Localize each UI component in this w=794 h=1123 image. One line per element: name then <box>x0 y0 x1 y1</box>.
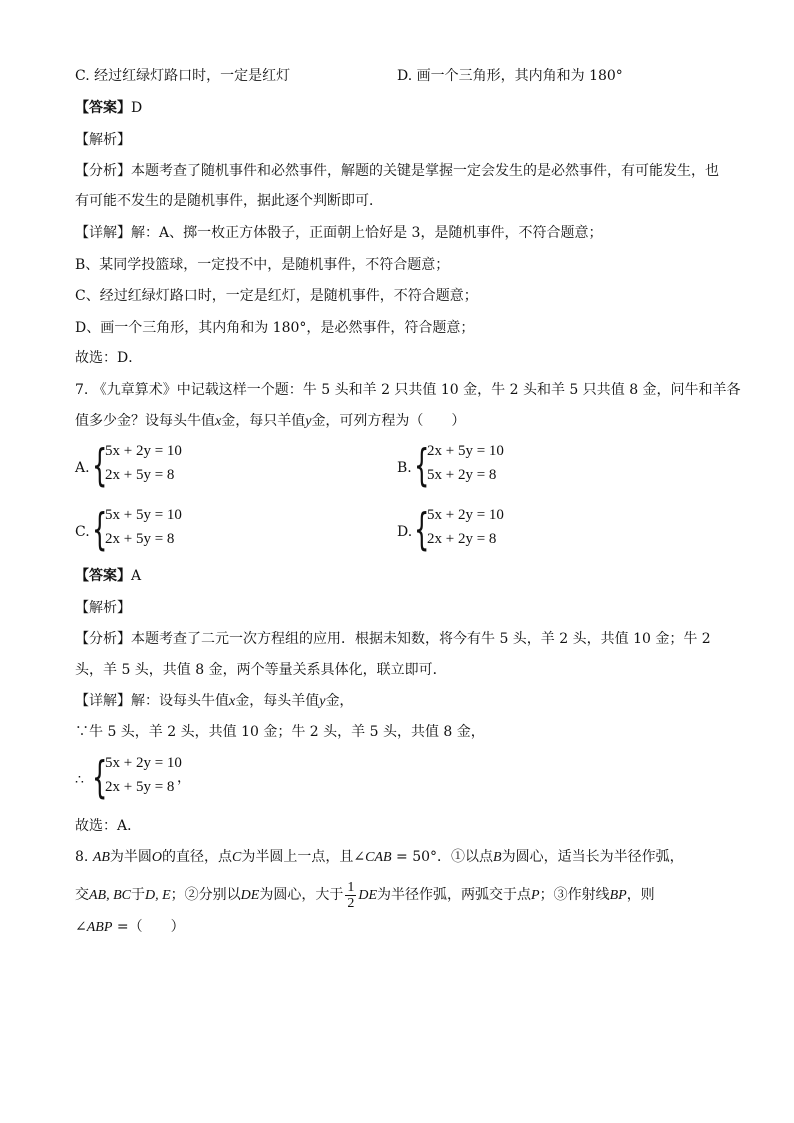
math-label: D, E <box>145 888 171 903</box>
brace-icon: { <box>414 504 430 555</box>
q8-text: ；②分别以 <box>170 887 241 903</box>
q6-detail-line1 <box>75 223 602 243</box>
brace-icon: { <box>92 504 108 555</box>
equation: 2x + 5y = 10 <box>427 443 504 459</box>
option-label: D. <box>397 524 413 540</box>
equation: 2x + 5y = 8 <box>105 779 175 795</box>
q7-option-c <box>75 504 235 557</box>
equation: 2x + 2y = 8 <box>427 531 497 547</box>
fenxi-text: 本题考查了二元一次方程组的应用．根据未知数，将今有牛 5 头，羊 2 头，共值 10 金；牛 2 <box>131 631 711 647</box>
option-label: C. <box>75 524 90 540</box>
math-label: CAB <box>365 850 392 865</box>
detail-tag: 【详解】 <box>75 225 131 241</box>
q6-detail-line3: C、经过红绿灯路口时，一定是红灯，是随机事件，不符合题意； <box>75 288 478 304</box>
stem-text: 值多少金？设每头牛值 <box>75 413 215 429</box>
q7-system <box>75 752 235 805</box>
q6-detail-line2: B、某同学投篮球，一定投不中，是随机事件，不符合题意； <box>75 257 450 273</box>
q7-option-a <box>75 440 235 493</box>
equation: 5x + 5y = 10 <box>105 507 182 523</box>
q7-fenxi-line2: 头，羊 5 头，共值 8 金，两个等量关系具体化，联立即可． <box>75 662 447 678</box>
detail-text: 解：设每头牛值 <box>131 693 229 709</box>
math-label: P <box>531 888 540 903</box>
math-label: AB <box>92 850 110 865</box>
detail-text: 金，每头羊值 <box>235 693 320 709</box>
math-label: O <box>151 850 163 865</box>
q7-choose: 故选：A． <box>75 818 142 834</box>
q8-text: ∠ <box>75 919 87 935</box>
therefore-symbol: ∴ <box>75 772 84 788</box>
detail-tag: 【详解】 <box>75 693 131 709</box>
stem-text: 金，每只羊值 <box>221 413 306 429</box>
math-label: AB, BC <box>89 888 131 903</box>
brace-icon: { <box>92 752 108 803</box>
math-label: ABP <box>86 920 113 935</box>
q8-line1 <box>75 847 684 868</box>
var-x: x <box>215 414 222 429</box>
q8-text: 为半径作弧，两弧交于点 <box>377 887 532 903</box>
q8-text: =（ ） <box>112 919 185 935</box>
var-x: x <box>229 694 236 709</box>
q7-because-line: ∵牛 5 头，羊 2 头，共值 10 金；牛 2 头，羊 5 头，共值 8 金， <box>75 724 485 740</box>
math-label: C <box>232 850 242 865</box>
q7-analysis-tag: 【解析】 <box>75 600 131 616</box>
q8-text: 为圆心，适当长为半径作弧， <box>501 849 684 865</box>
q7-option-b <box>397 440 557 493</box>
equation: 5x + 2y = 10 <box>105 443 182 459</box>
q6-option-c: C. 经过红绿灯路口时，一定是红灯 <box>75 68 291 84</box>
math-label: B <box>493 850 502 865</box>
q6-fenxi-line1 <box>75 161 719 181</box>
q6-answer-line <box>75 98 142 118</box>
var-y: y <box>305 414 312 429</box>
detail-text: 金， <box>325 693 354 709</box>
q7-stem-line1: 7. 《九章算术》中记载这样一个题：牛 5 头和羊 2 只共值 10 金，牛 2 头和羊 5 只共值 8 金，问牛和羊各 <box>75 382 741 398</box>
q8-text: = 50°．①以点 <box>391 849 494 865</box>
fenxi-tag: 【分析】 <box>75 163 131 179</box>
q8-line2 <box>75 878 655 913</box>
q7-fenxi-line1 <box>75 629 711 649</box>
q8-text: ，则 <box>626 887 655 903</box>
q7-option-d <box>397 504 557 557</box>
q6-detail-line4: D、画一个三角形，其内角和为 180°，是必然事件，符合题意； <box>75 320 475 336</box>
q8-text: 为半圆 <box>109 849 152 865</box>
fraction <box>345 880 356 911</box>
detail-text: 解：A、掷一枚正方体骰子，正面朝上恰好是 3，是随机事件，不符合题意； <box>131 225 603 241</box>
punctuation: ， <box>177 770 191 786</box>
equation: 5x + 2y = 8 <box>427 467 497 483</box>
math-label: BP <box>609 888 627 903</box>
q6-choose: 故选：D． <box>75 350 143 366</box>
option-label: A. <box>75 460 90 476</box>
q7-stem-line2 <box>75 411 465 432</box>
answer-tag: 【答案】 <box>75 100 131 116</box>
equation: 2x + 5y = 8 <box>105 467 175 483</box>
question-number: 8. <box>75 849 89 865</box>
equation: 5x + 2y = 10 <box>427 507 504 523</box>
answer-value: A <box>131 568 142 584</box>
q8-text: 于 <box>131 887 145 903</box>
q6-option-d: D. 画一个三角形，其内角和为 180° <box>397 68 623 84</box>
fenxi-tag: 【分析】 <box>75 631 131 647</box>
answer-value: D <box>131 100 143 116</box>
q8-line3 <box>75 917 185 938</box>
q8-text: 为圆心，大于 <box>259 887 344 903</box>
q6-analysis-tag: 【解析】 <box>75 132 131 148</box>
fraction-denominator: 2 <box>347 895 355 911</box>
q7-answer-line <box>75 566 141 586</box>
var-y: y <box>319 694 326 709</box>
q6-fenxi-line2: 有可能不发生的是随机事件，据此逐个判断即可． <box>75 193 383 209</box>
math-label: DE <box>358 888 378 903</box>
stem-text: 金，可列方程为（ ） <box>311 413 466 429</box>
equation: 5x + 2y = 10 <box>105 755 182 771</box>
fraction-numerator: 1 <box>347 879 355 895</box>
equation: 2x + 5y = 8 <box>105 531 175 547</box>
q8-text: 为半圆上一点，且∠ <box>241 849 366 865</box>
option-label: B. <box>397 460 412 476</box>
math-label: DE <box>240 888 260 903</box>
q8-text: ；③作射线 <box>539 887 610 903</box>
fenxi-text: 本题考查了随机事件和必然事件，解题的关键是掌握一定会发生的是必然事件，有可能发生，也 <box>131 163 719 179</box>
q8-text: 的直径，点 <box>162 849 233 865</box>
brace-icon: { <box>414 440 430 491</box>
brace-icon: { <box>92 440 108 491</box>
answer-tag: 【答案】 <box>75 568 131 584</box>
q8-text: 交 <box>75 887 89 903</box>
q7-detail-line1 <box>75 691 353 712</box>
